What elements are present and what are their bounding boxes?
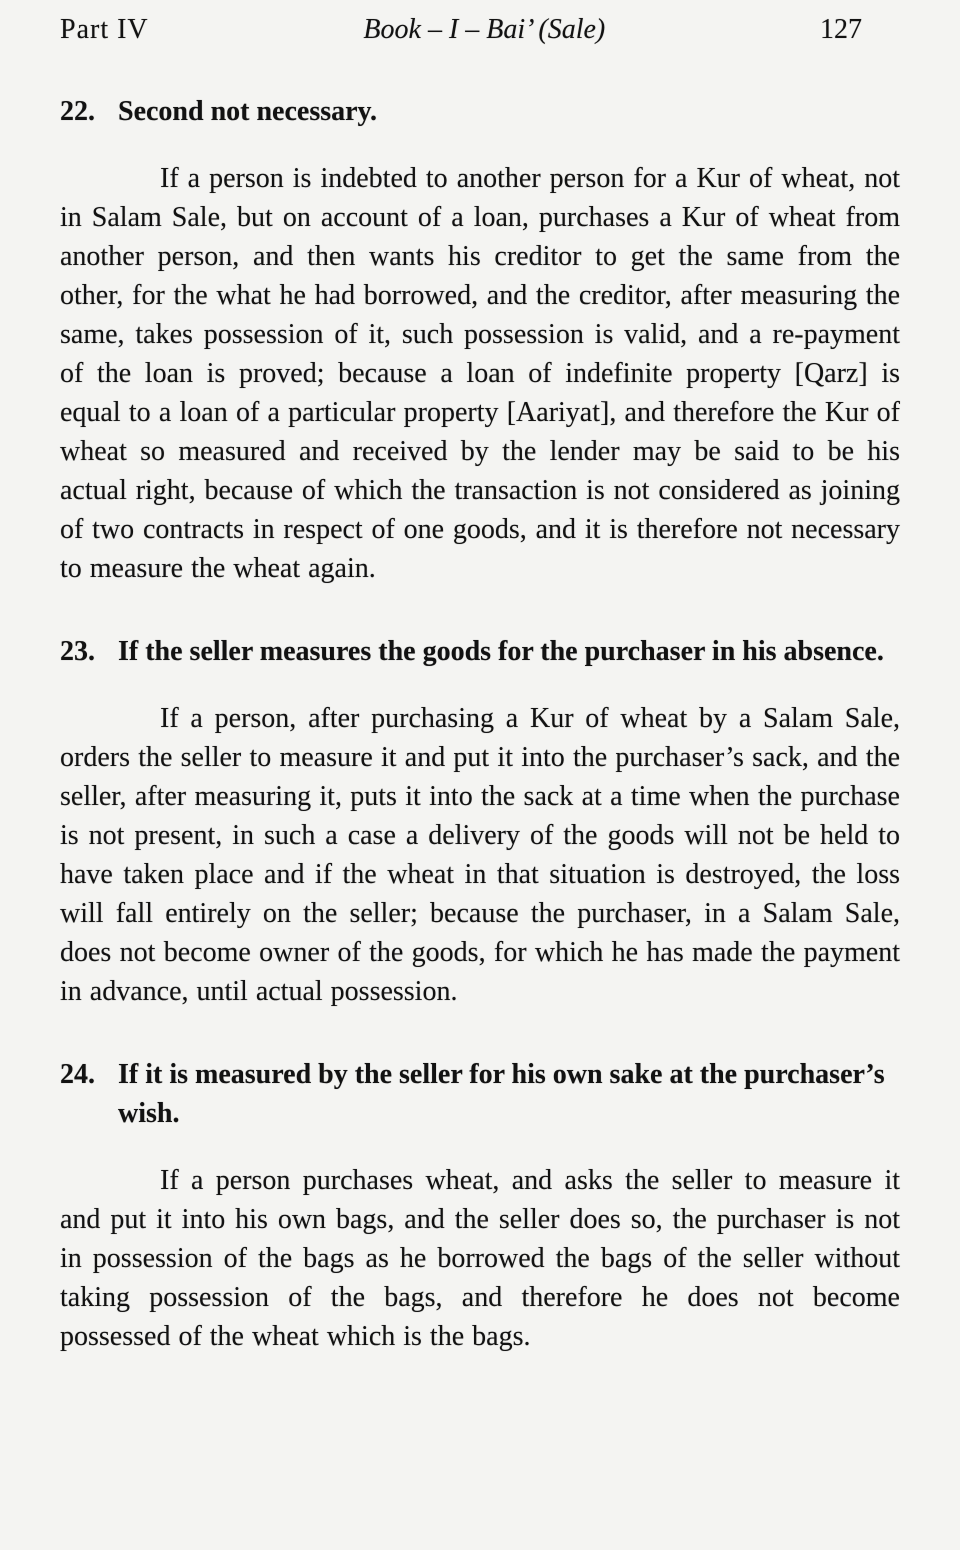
page-number: 127	[820, 14, 862, 45]
section-title: If it is measured by the seller for his own sake at the purchaser’s wish.	[118, 1059, 885, 1129]
section-number: 22.	[60, 96, 95, 127]
running-header	[60, 12, 900, 48]
section-number: 23.	[60, 636, 95, 667]
section-title: Second not necessary.	[118, 96, 377, 127]
section-paragraph: If a person is indebted to another person for a Kur of wheat, not in Salam Sale, but on account of a loan, purchases a Kur of wheat from another person, and then wants his creditor to get the same from the other, for the what he had borrowed, and the creditor, after measuring the same, takes possession of it, such possession is valid, and a re-payment of the loan is proved; because a loan of indefinite property [Qarz] is equal to a loan of a particular property [Aariyat], and therefore the Kur of wheat so measured and received by the lender may be said to be his actual right, because of which the transaction is not considered as joining of two contracts in respect of one goods, and it is therefore not necessary to measure the wheat again.	[60, 163, 900, 584]
part-label: Part IV	[60, 14, 149, 45]
book-title: Book – I – Bai’ (Sale)	[363, 14, 606, 45]
section-number: 24.	[60, 1059, 95, 1090]
section-paragraph: If a person, after purchasing a Kur of wheat by a Salam Sale, orders the seller to measure it and put it into the purchaser’s sack, and the seller, after measuring it, puts it into the sack at a time when the purchase is not present, in such a case a delivery of the goods will not be held to have taken place and if the wheat in that situation is destroyed, the loss will fall entirely on the seller; because the purchaser, in a Salam Sale, does not become owner of the goods, for which he has made the payment in advance, until actual possession.	[60, 703, 900, 1007]
section-heading	[60, 1055, 900, 1133]
section-paragraph: If a person purchases wheat, and asks the seller to measure it and put it into his own bags, and the seller does so, the purchaser is not in possession of the bags as he borrowed the bags of the seller without taking possession of the bags, and therefore he does not become possessed of the wheat which is the bags.	[60, 1165, 900, 1352]
section-heading	[60, 92, 900, 131]
section-heading	[60, 632, 900, 671]
section-title: If the seller measures the goods for the purchaser in his absence.	[118, 636, 884, 667]
